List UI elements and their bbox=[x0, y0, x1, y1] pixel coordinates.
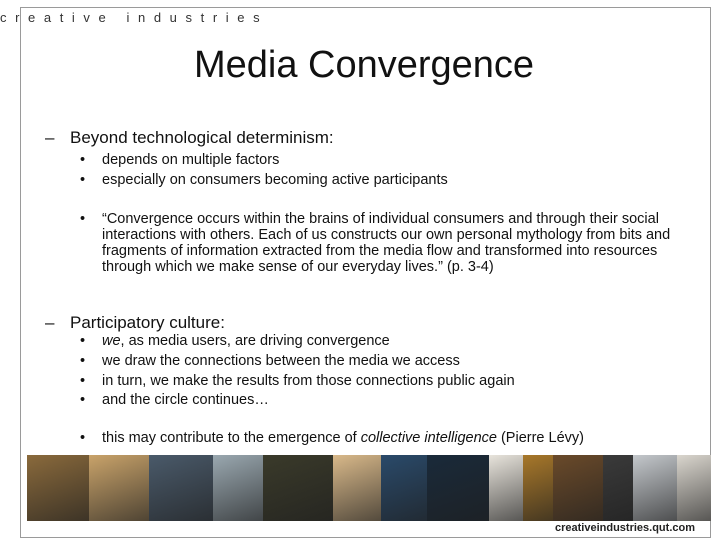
section-heading-text: Beyond technological determinism: bbox=[70, 128, 334, 147]
photo-tile bbox=[89, 455, 149, 521]
bullet-text: especially on consumers becoming active participants bbox=[102, 172, 448, 188]
bullet-marker: • bbox=[80, 392, 86, 408]
bullet-marker: • bbox=[80, 373, 86, 389]
bullet-text: in turn, we make the results from those connections public again bbox=[102, 373, 515, 389]
bullet-marker: • bbox=[80, 211, 86, 227]
bullet-text: we draw the connections between the media we access bbox=[102, 353, 460, 369]
bullet-text-before: this may contribute to the emergence of bbox=[102, 430, 361, 446]
brand-wordmark: creative industries bbox=[0, 10, 269, 25]
photo-tile bbox=[27, 455, 89, 521]
slide-title: Media Convergence bbox=[193, 44, 535, 86]
bullet-marker: • bbox=[80, 353, 86, 369]
bullet-text: depends on multiple factors bbox=[102, 152, 280, 168]
photo-tile bbox=[523, 455, 553, 521]
dash-marker: – bbox=[45, 128, 55, 147]
bullet-text-after: (Pierre Lévy) bbox=[496, 430, 584, 446]
photo-tile bbox=[553, 455, 603, 521]
photo-tile bbox=[603, 455, 633, 521]
bullet-marker: • bbox=[80, 152, 86, 168]
photo-tile bbox=[381, 455, 427, 521]
photo-tile bbox=[633, 455, 677, 521]
section-heading-text: Participatory culture: bbox=[70, 313, 225, 332]
bullet-text-rest: , as media users, are driving convergence bbox=[120, 333, 390, 349]
dash-marker: – bbox=[45, 313, 55, 332]
bullet-text bbox=[102, 430, 702, 446]
bullet-text: and the circle continues… bbox=[102, 392, 269, 408]
bullet-marker: • bbox=[80, 430, 86, 446]
footer-url: creativeindustries.qut.com bbox=[555, 522, 695, 534]
emphasis-we: we bbox=[102, 333, 121, 349]
photo-tile bbox=[427, 455, 489, 521]
bullet-marker: • bbox=[80, 172, 86, 188]
photo-strip bbox=[27, 455, 711, 521]
photo-tile bbox=[149, 455, 213, 521]
emphasis-collective-intelligence: collective intelligence bbox=[360, 430, 497, 446]
photo-tile bbox=[213, 455, 263, 521]
photo-tile bbox=[489, 455, 523, 521]
bullet-marker: • bbox=[80, 333, 86, 349]
quote-text: “Convergence occurs within the brains of individual consumers and through their social interactions with others. Each of us constructs our own personal mythology from bits and fragments of information extracted from the media flow and transformed into resources through which we make sense of our everyday lives.” (p. 3-4) bbox=[102, 211, 671, 275]
bullet-text bbox=[102, 333, 702, 349]
photo-tile bbox=[263, 455, 333, 521]
photo-tile bbox=[333, 455, 381, 521]
photo-tile bbox=[677, 455, 711, 521]
